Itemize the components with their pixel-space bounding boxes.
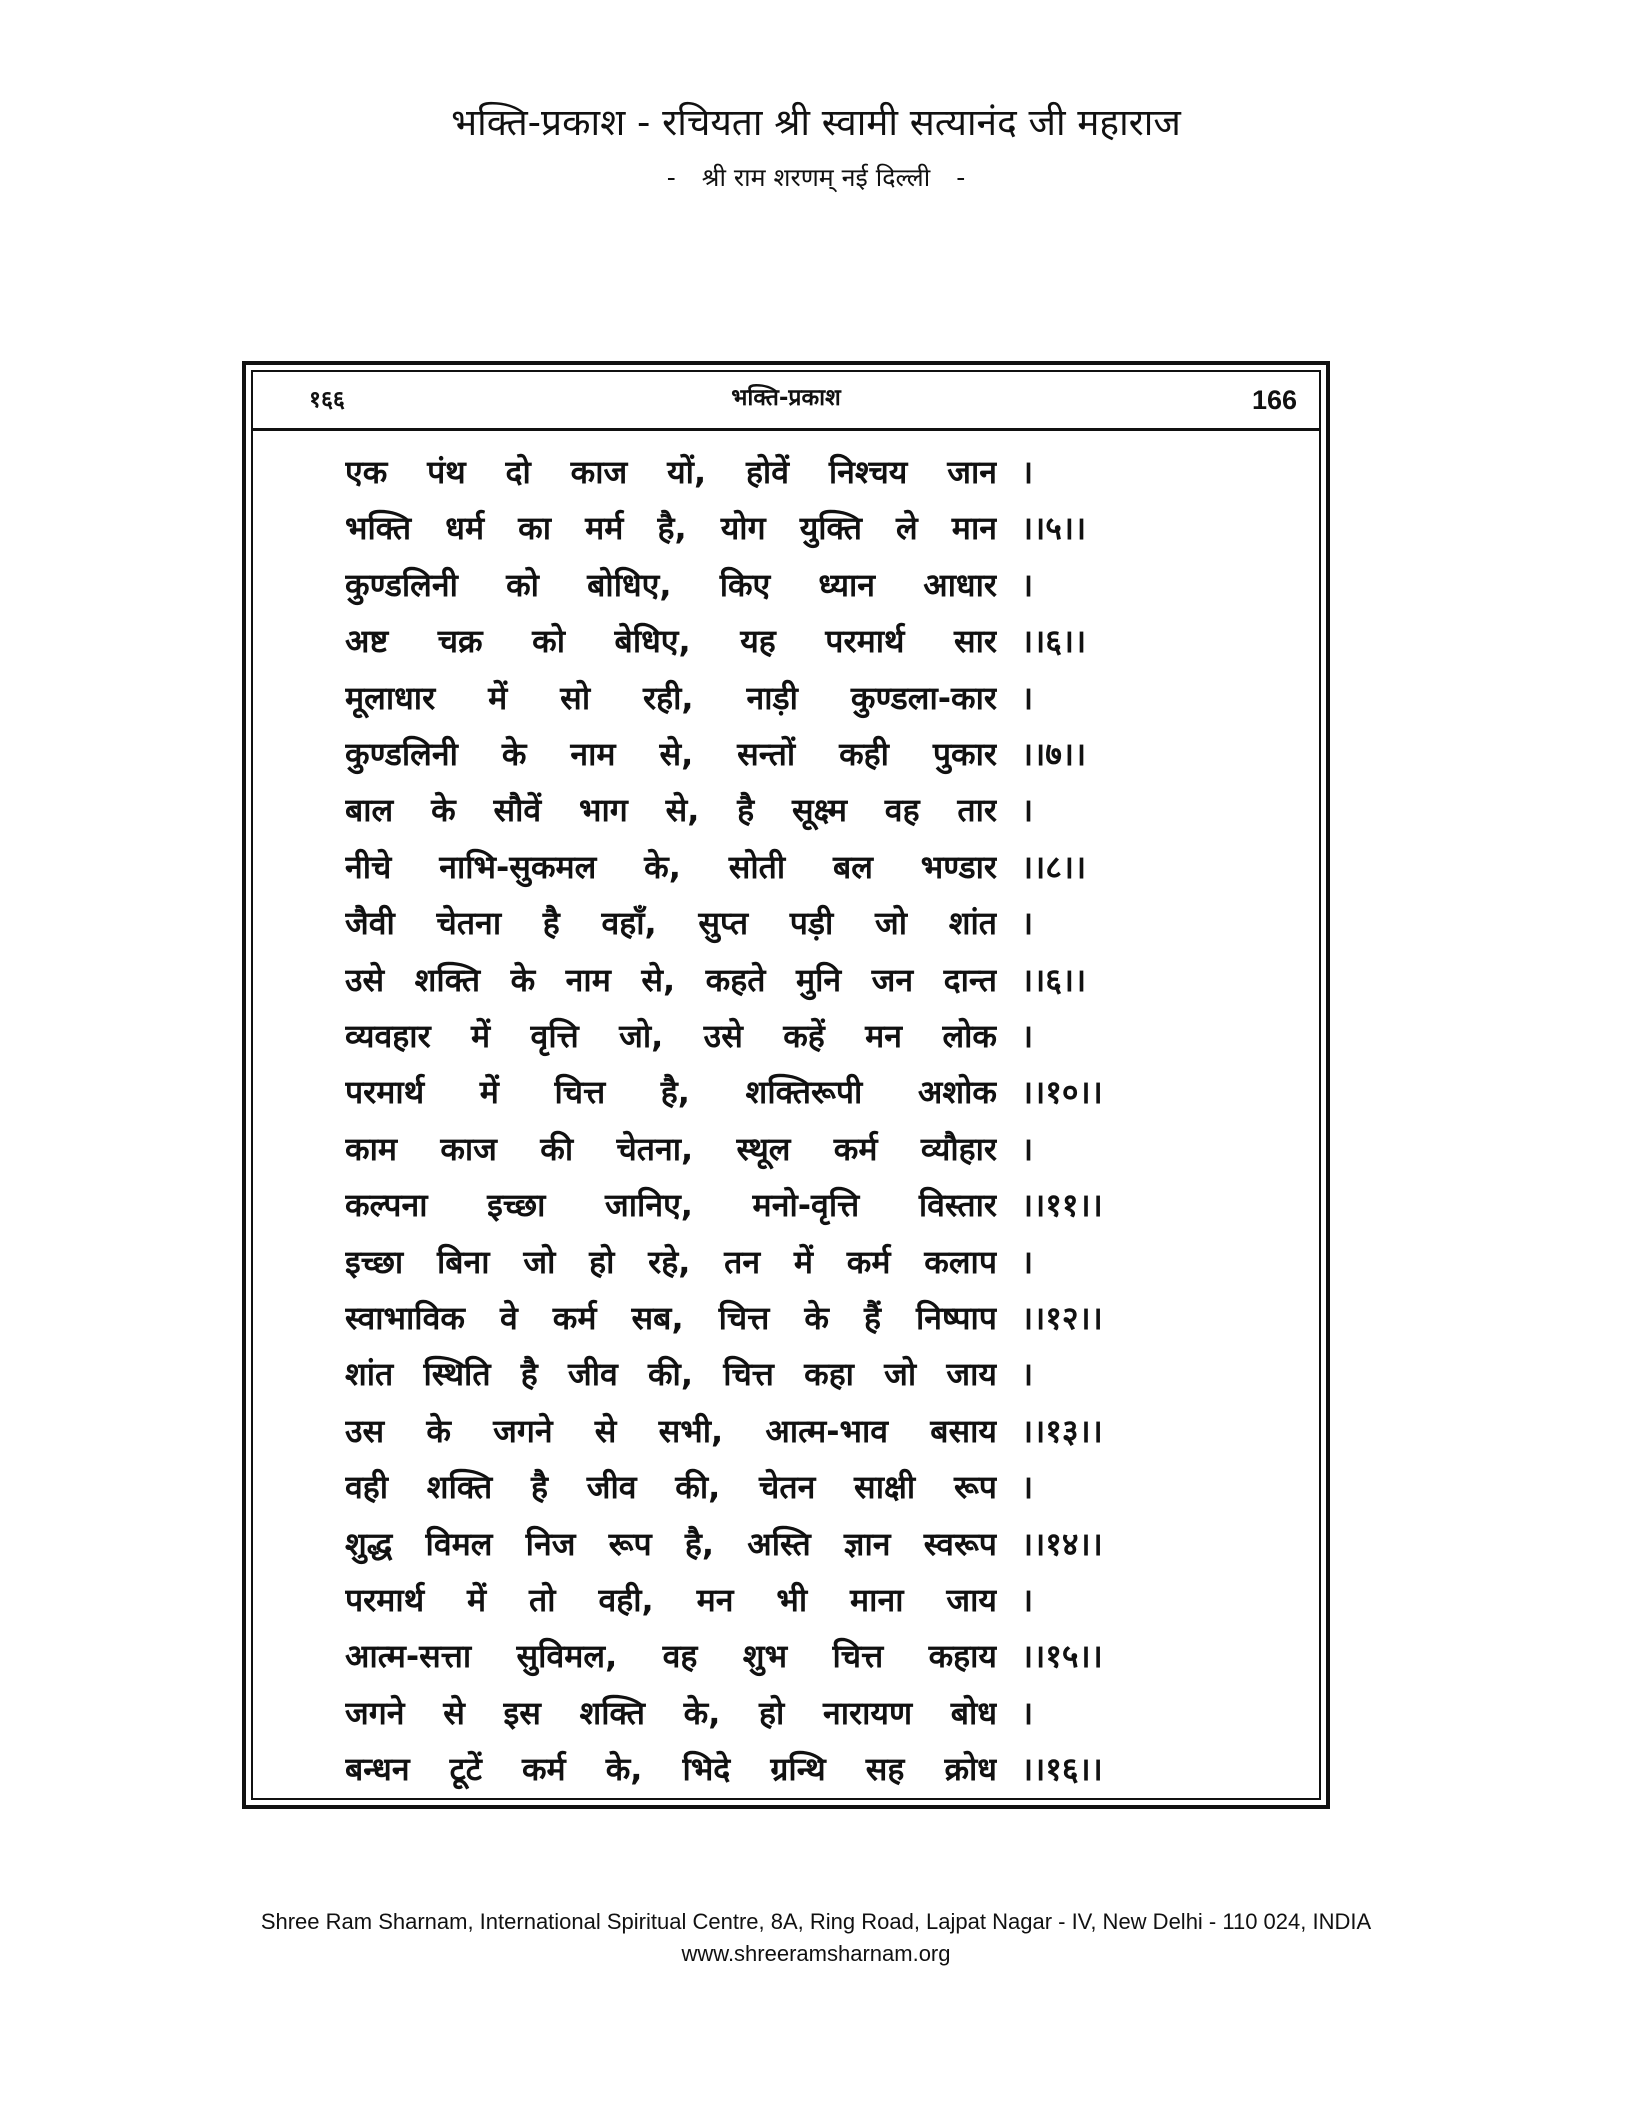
verse-text: नीचे नाभि-सुकमल के, सोती बल भण्डार — [345, 847, 997, 886]
verse-end-mark: । — [1021, 565, 1034, 604]
header-subtitle-row — [0, 158, 1632, 198]
verse-end-mark: ।।१५।। — [1021, 1637, 1103, 1676]
verse-line — [253, 1628, 1253, 1684]
verse-line — [253, 670, 1253, 726]
verse-line — [253, 1234, 1253, 1290]
verse-end-mark: ।।६।। — [1021, 622, 1087, 661]
verse-text: कल्पना इच्छा जानिए, मनो-वृत्ति विस्तार — [345, 1186, 997, 1225]
verse-line — [253, 500, 1253, 556]
verse-line — [253, 1346, 1253, 1402]
verse-line — [253, 895, 1253, 951]
running-title: भक्ति-प्रकाश — [731, 385, 841, 411]
header-title: भक्ति-प्रकाश - रचियता श्री स्वामी सत्यानंद जी महाराज — [451, 101, 1181, 144]
page-running-head — [253, 372, 1319, 431]
verse-end-mark: । — [1021, 678, 1034, 717]
verse-end-mark: । — [1021, 453, 1034, 491]
verse-text: शांत स्थिति है जीव की, चित्त कहा जो जाय — [345, 1355, 997, 1394]
verse-line — [253, 1685, 1253, 1741]
subtitle-left-dash: - — [666, 163, 676, 192]
verse-end-mark: ।।८।। — [1021, 847, 1087, 886]
scanned-page-frame — [242, 361, 1330, 1809]
verse-end-mark: ।।११।। — [1021, 1186, 1103, 1225]
verse-end-mark: । — [1021, 1581, 1034, 1619]
header-subtitle: श्री राम शरणम् नई दिल्ली — [701, 163, 931, 192]
footer-website: www.shreeramsharnam.org — [681, 1941, 951, 1966]
verse-text: शुद्ध विमल निज रूप है, अस्ति ज्ञान स्वरूप — [345, 1524, 997, 1563]
verse-text: कुण्डलिनी के नाम से, सन्तों कही पुकार — [345, 735, 997, 773]
verse-line — [253, 613, 1253, 669]
verse-end-mark: ।।१६।। — [1021, 1750, 1103, 1789]
verse-end-mark: । — [1021, 1468, 1034, 1507]
verse-line — [253, 1290, 1253, 1346]
page-number-devanagari: १६६ — [309, 387, 345, 413]
verse-text: बन्धन टूटें कर्म के, भिदे ग्रन्थि सह क्रोध — [345, 1750, 997, 1789]
subtitle-right-dash: - — [956, 163, 966, 192]
verse-line — [253, 1403, 1253, 1459]
verse-end-mark: ।।१२।। — [1021, 1299, 1103, 1337]
verse-text: जगने से इस शक्ति के, हो नारायण बोध — [345, 1693, 997, 1732]
verse-line — [253, 1121, 1253, 1177]
verse-end-mark: । — [1021, 1242, 1034, 1281]
verse-text: भक्ति धर्म का मर्म है, योग युक्ति ले मान — [345, 509, 997, 548]
verse-line — [253, 1064, 1253, 1120]
verse-text: मूलाधार में सो रही, नाड़ी कुण्डला-कार — [345, 678, 997, 717]
verse-text: बाल के सौवें भाग से, है सूक्ष्म वह तार — [345, 791, 997, 830]
verse-text: उस के जगने से सभी, आत्म-भाव बसाय — [345, 1411, 997, 1450]
verse-end-mark: । — [1021, 791, 1034, 830]
verse-end-mark: ।।७।। — [1021, 735, 1087, 773]
verse-end-mark: ।।१३।। — [1021, 1411, 1103, 1450]
verse-end-mark: । — [1021, 1693, 1034, 1732]
verse-line — [253, 557, 1253, 613]
verse-end-mark: ।।१०।। — [1021, 1073, 1103, 1112]
scanned-page-inner-border — [251, 370, 1321, 1800]
verse-text: काम काज की चेतना, स्थूल कर्म व्यौहार — [345, 1129, 997, 1168]
verse-text: उसे शक्ति के नाम से, कहते मुनि जन दान्त — [345, 960, 997, 999]
verse-end-mark: । — [1021, 1017, 1034, 1055]
verse-end-mark: ।।६।। — [1021, 960, 1087, 999]
verse-line — [253, 839, 1253, 895]
verse-line — [253, 444, 1253, 500]
verse-line — [253, 1572, 1253, 1628]
verse-line — [253, 1008, 1253, 1064]
verse-end-mark: । — [1021, 1355, 1034, 1394]
verse-text: कुण्डलिनी को बोधिए, किए ध्यान आधार — [345, 565, 997, 604]
verse-text: अष्ट चक्र को बेधिए, यह परमार्थ सार — [345, 622, 997, 661]
verse-text: आत्म-सत्ता सुविमल, वह शुभ चित्त कहाय — [345, 1637, 997, 1676]
verse-text: वही शक्ति है जीव की, चेतन साक्षी रूप — [345, 1468, 997, 1507]
footer-address: Shree Ram Sharnam, International Spiritual Centre, 8A, Ring Road, Lajpat Nagar - IV, New Delhi - 110 024, INDIA — [260, 1909, 1372, 1934]
verse-end-mark: ।।५।। — [1021, 509, 1087, 548]
verse-text: इच्छा बिना जो हो रहे, तन में कर्म कलाप — [345, 1242, 997, 1281]
verse-end-mark: । — [1021, 1129, 1034, 1168]
page-number-arabic: 166 — [1251, 385, 1297, 415]
document-footer — [0, 1906, 1632, 1970]
verse-line — [253, 1177, 1253, 1233]
verse-line — [253, 782, 1253, 838]
document-header — [0, 98, 1632, 198]
verse-line — [253, 1516, 1253, 1572]
verse-line — [253, 726, 1253, 782]
verse-text: एक पंथ दो काज यों, होवें निश्चय जान — [345, 453, 997, 491]
verse-text: व्यवहार में वृत्ति जो, उसे कहें मन लोक — [345, 1017, 997, 1055]
verse-end-mark: । — [1021, 904, 1034, 943]
verse-line — [253, 952, 1253, 1008]
verse-text: जैवी चेतना है वहाँ, सुप्त पड़ी जो शांत — [345, 904, 997, 943]
verse-line — [253, 1459, 1253, 1515]
verse-text: परमार्थ में तो वही, मन भी माना जाय — [345, 1581, 997, 1619]
verse-text: स्वाभाविक वे कर्म सब, चित्त के हैं निष्पाप — [345, 1299, 997, 1337]
verse-end-mark: ।।१४।। — [1021, 1524, 1103, 1563]
verse-text: परमार्थ में चित्त है, शक्तिरूपी अशोक — [345, 1073, 997, 1112]
verse-line — [253, 1741, 1253, 1797]
